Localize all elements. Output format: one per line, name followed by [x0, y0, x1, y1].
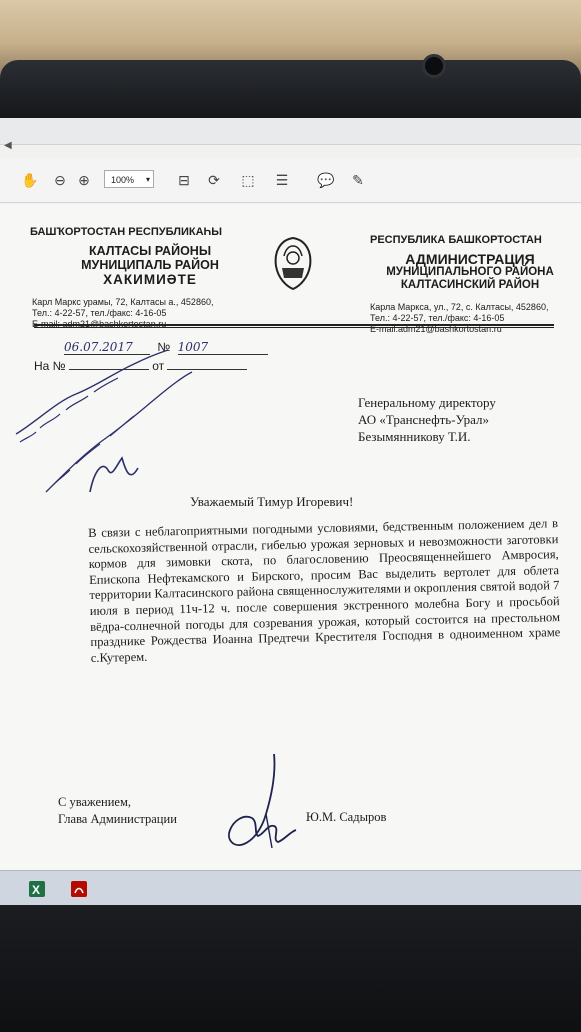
letterhead-left: [30, 226, 270, 330]
header-divider-thin: [34, 327, 554, 328]
excel-icon[interactable]: [22, 875, 52, 903]
registration-number: 1007: [178, 340, 268, 355]
letterhead-right: [370, 234, 570, 335]
signature: [214, 744, 304, 854]
phone-line: Тел.: 4-22-57, тел./факс: 4-16-05: [32, 308, 167, 318]
window-titlebar: [0, 118, 581, 145]
letter-body-text: В связи с неблагоприятными погодными условиями, бедственным положением дел в сельскохозяйственной отрасли, гибелью урожая зерновых и невозможности заготовки кормов для зимовки скота, по благословению Преосвященнейшего Амвросия, Епископа Нефтекамского и Бирского, просим Вас выделить вертолет для облета территории Калтасинского района священнослужителями и окропления святой водой 7 июля в период 11ч-12 ч. после совершения экстренного молебна Богу и просьбой вёдра-солнечной погоды для созревания урожая, который состоится на престольном празднике Рождества Иоанна Предтечи Крестителя Господня в одноименном храме с.Кутерем.: [88, 516, 561, 665]
pdf-toolbar: [0, 158, 581, 203]
district-bashkir-1: КАЛТАСЫ РАЙОНЫ: [88, 244, 212, 258]
email-line: E-mail:adm21@bashkortostan.ru: [370, 324, 502, 334]
salutation: Уважаемый Тимур Игоревич!: [190, 494, 354, 509]
hand-icon[interactable]: ✋: [21, 171, 39, 188]
coat-of-arms-icon: [268, 234, 318, 292]
addressee-title: Генеральному директору: [358, 395, 496, 410]
comment-icon[interactable]: 💬: [317, 171, 335, 188]
republic-bashkir: БАШҠОРТОСТАН РЕСПУБЛИКАҺЫ: [30, 226, 223, 238]
monitor-bezel-top: [0, 60, 581, 120]
fit-page-icon[interactable]: ⊟: [178, 171, 190, 188]
pen-icon[interactable]: ✎: [352, 171, 364, 188]
district-russian-2: КАЛТАСИНСКИЙ РАЙОН: [400, 279, 540, 291]
screen: [0, 118, 581, 908]
authority-bashkir: ХАКИМИӘТЕ: [103, 272, 197, 287]
address-russian: [370, 302, 570, 335]
district-russian-1: МУНИЦИПАЛЬНОГО РАЙОНА: [386, 266, 554, 278]
header-divider: [34, 324, 554, 326]
taskbar: [0, 870, 581, 908]
district-bashkir-2: МУНИЦИПАЛЬ РАЙОН: [81, 258, 219, 272]
back-arrow-icon[interactable]: ◀: [4, 140, 12, 151]
svg-text:X: X: [32, 883, 41, 897]
addressee-block: [358, 394, 496, 445]
webcam: [422, 54, 446, 78]
address-line: Карл Маркс урамы, 72, Калтасы а., 452860,: [32, 297, 214, 307]
chevron-down-icon: ▾: [145, 175, 150, 184]
addressee-name: Безымянникову Т.И.: [358, 429, 471, 444]
addressee-company: АО «Транснефть-Урал»: [358, 412, 490, 427]
closing-regards: С уважением,: [58, 795, 131, 809]
tools-icon[interactable]: ☰: [275, 171, 289, 188]
rotate-icon[interactable]: ⟳: [208, 171, 220, 188]
authority-russian: АДМИНИСТРАЦИЯ: [405, 251, 535, 267]
email-line: E-mail: adm21@bashkortostan.ru: [32, 319, 167, 329]
pdf-page: [0, 204, 581, 872]
monitor-bezel-bottom: [0, 905, 581, 1032]
zoom-select[interactable]: [104, 170, 154, 188]
registration-date: 06.07.2017: [64, 340, 150, 355]
zoom-in-icon[interactable]: ⊕: [78, 171, 90, 188]
phone-line: Тел.: 4-22-57, тел./факс: 4-16-05: [370, 313, 505, 323]
closing-block: [58, 794, 177, 828]
zoom-value: 100%: [111, 175, 135, 185]
zoom-out-icon[interactable]: ⊖: [54, 171, 66, 188]
letter-body: [88, 516, 561, 666]
republic-russian: РЕСПУБЛИКА БАШКОРТОСТАН: [370, 234, 542, 246]
registration-block: 06.07.2017 № 1007 На № от: [34, 340, 268, 373]
closing-position: Глава Администрации: [58, 812, 177, 826]
select-icon[interactable]: ⬚: [241, 171, 255, 188]
signer-name: Ю.М. Садыров: [306, 810, 387, 824]
handwritten-resolution: [6, 342, 226, 502]
na-label: На №: [34, 359, 66, 373]
address-line: Карла Маркса, ул., 72, с. Калтасы, 452860,: [370, 302, 549, 312]
ot-label: от: [152, 359, 165, 373]
pdf-reader-icon[interactable]: [64, 875, 94, 903]
